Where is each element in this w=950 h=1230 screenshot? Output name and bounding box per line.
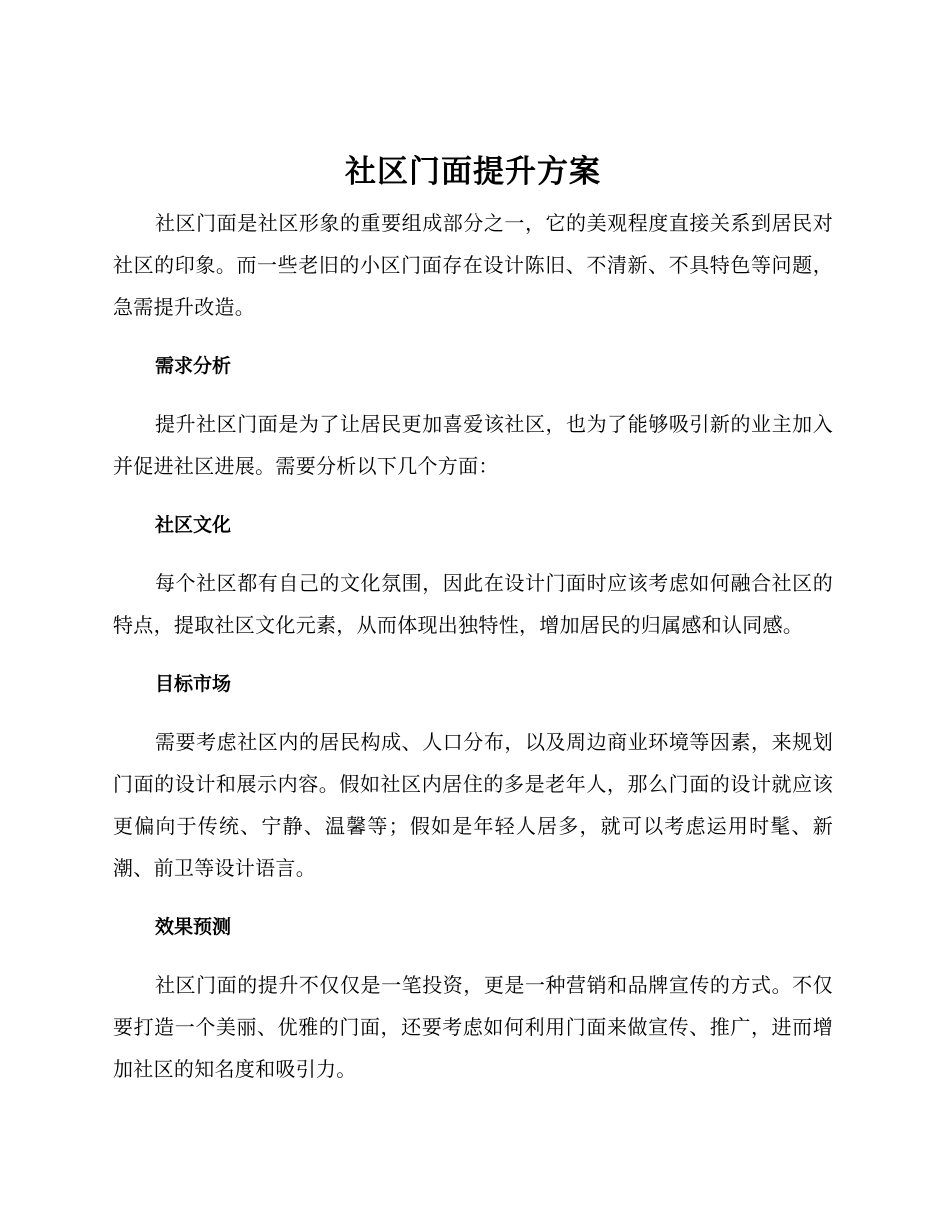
document-title: 社区门面提升方案 (345, 154, 601, 190)
intro-paragraph: 社区门面是社区形象的重要组成部分之一，它的美观程度直接关系到居民对社区的印象。而一些老旧的小区门面存在设计陈旧、不清新、不具特色等问题，急需提升改造。 (113, 211, 833, 319)
section-body-requirements: 提升社区门面是为了让居民更加喜爱该社区，也为了能够吸引新的业主加入并促进社区进展。需要分析以下几个方面： (113, 412, 833, 478)
section-heading-culture: 社区文化 (155, 514, 232, 536)
section-body-effect-forecast: 社区门面的提升不仅仅是一笔投资，更是一种营销和品牌宣传的方式。不仅要打造一个美丽、优雅的门面，还要考虑如何利用门面来做宣传、推广，进而增加社区的知名度和吸引力。 (113, 973, 833, 1081)
document-page (113, 148, 833, 1090)
section-body-culture: 每个社区都有自己的文化氛围，因此在设计门面时应该考虑如何融合社区的特点，提取社区文化元素，从而体现出独特性，增加居民的归属感和认同感。 (113, 571, 833, 637)
section-heading-target-market: 目标市场 (155, 673, 232, 695)
section-heading-requirements: 需求分析 (155, 355, 232, 377)
section-heading-effect-forecast: 效果预测 (155, 916, 232, 938)
section-body-target-market: 需要考虑社区内的居民构成、人口分布，以及周边商业环境等因素，来规划门面的设计和展示内容。假如社区内居住的多是老年人，那么门面的设计就应该更偏向于传统、宁静、温馨等；假如是年轻人居多，就可以考虑运用时髦、新潮、前卫等设计语言。 (113, 730, 833, 880)
